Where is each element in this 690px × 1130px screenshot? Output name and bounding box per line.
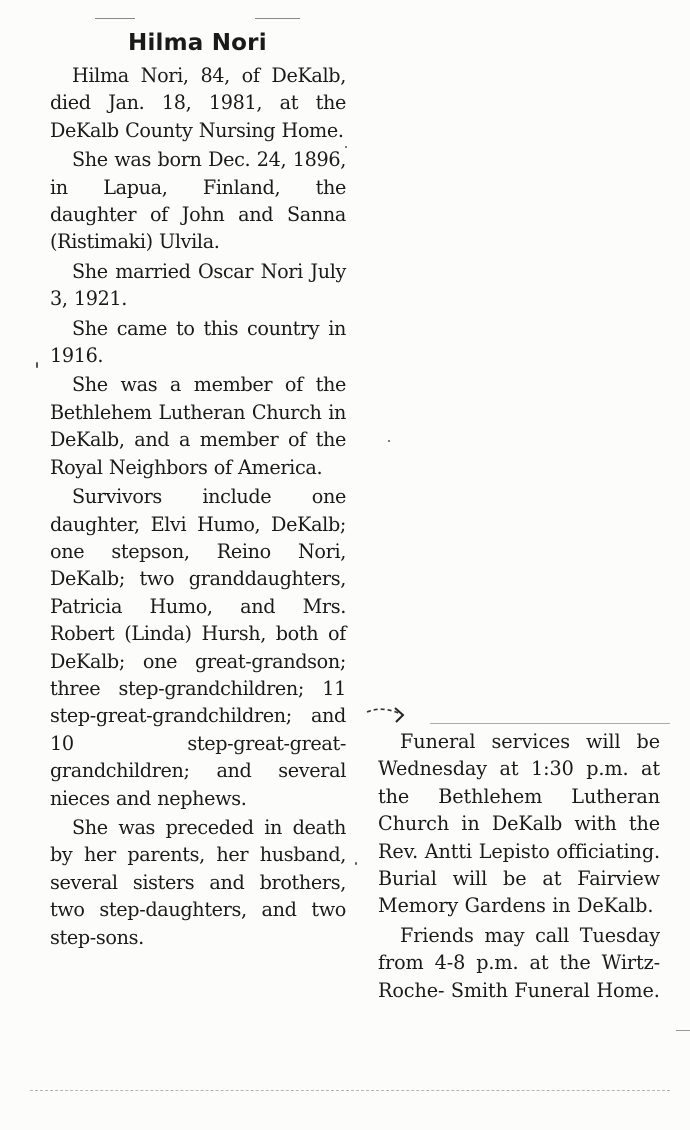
- print-speck: [345, 146, 347, 148]
- paragraph-preceded-in-death: She was preceded in death by her parents, her husband, several sisters and brothers, two step-daughters, and two step-sons.: [50, 815, 346, 949]
- paragraph-funeral-services: Funeral services will be Wednesday at 1:30 p.m. at the Bethlehem Lutheran Church in DeKalb with the Rev. Antti Lepisto officiating. Burial will be at Fairview Memory Gardens in DeKalb.: [378, 730, 660, 918]
- bottom-rule: [30, 1090, 670, 1091]
- paragraph-death-notice: Hilma Nori, 84, of DeKalb, died Jan. 18, 1981, at the DeKalb County Nursing Home.: [50, 64, 346, 142]
- top-rule-left: [95, 18, 135, 19]
- paragraph-birth: She was born Dec. 24, 1896, in Lapua, Finland, the daughter of John and Sanna (Ristimaki) Ulvila.: [50, 148, 346, 254]
- right-column-top-rule: [430, 723, 670, 724]
- paragraph-survivors: Survivors include one daughter, Elvi Humo, DeKalb; one stepson, Reino Nori, DeKalb; two granddaughters, Patricia Humo, and Mrs. Robert (Linda) Hursh, both of DeKalb; one great-grandson; three step-grandchildren; 11 step-great-grandchildren; and 10 step-great-great-grandchildren; and several nieces and nephews.: [50, 485, 346, 810]
- paragraph-memberships: She was a member of the Bethlehem Lutheran Church in DeKalb, and a member of the Royal Neighbors of America.: [50, 373, 346, 479]
- top-rule-right: [255, 18, 300, 19]
- print-speck: [388, 440, 390, 442]
- paragraph-marriage: She married Oscar Nori July 3, 1921.: [50, 259, 346, 311]
- right-column: [378, 728, 660, 1006]
- paragraph-immigration: She came to this country in 1916.: [50, 316, 346, 368]
- left-column: [50, 62, 346, 953]
- side-mark: [676, 1030, 690, 1031]
- obituary-headline: Hilma Nori: [128, 30, 267, 56]
- paragraph-visitation: Friends may call Tuesday from 4-8 p.m. at the Wirtz- Roche- Smith Funeral Home.: [378, 923, 660, 1002]
- print-speck: [355, 862, 357, 865]
- continuation-arrow-icon: [365, 700, 425, 730]
- print-speck: [36, 362, 38, 368]
